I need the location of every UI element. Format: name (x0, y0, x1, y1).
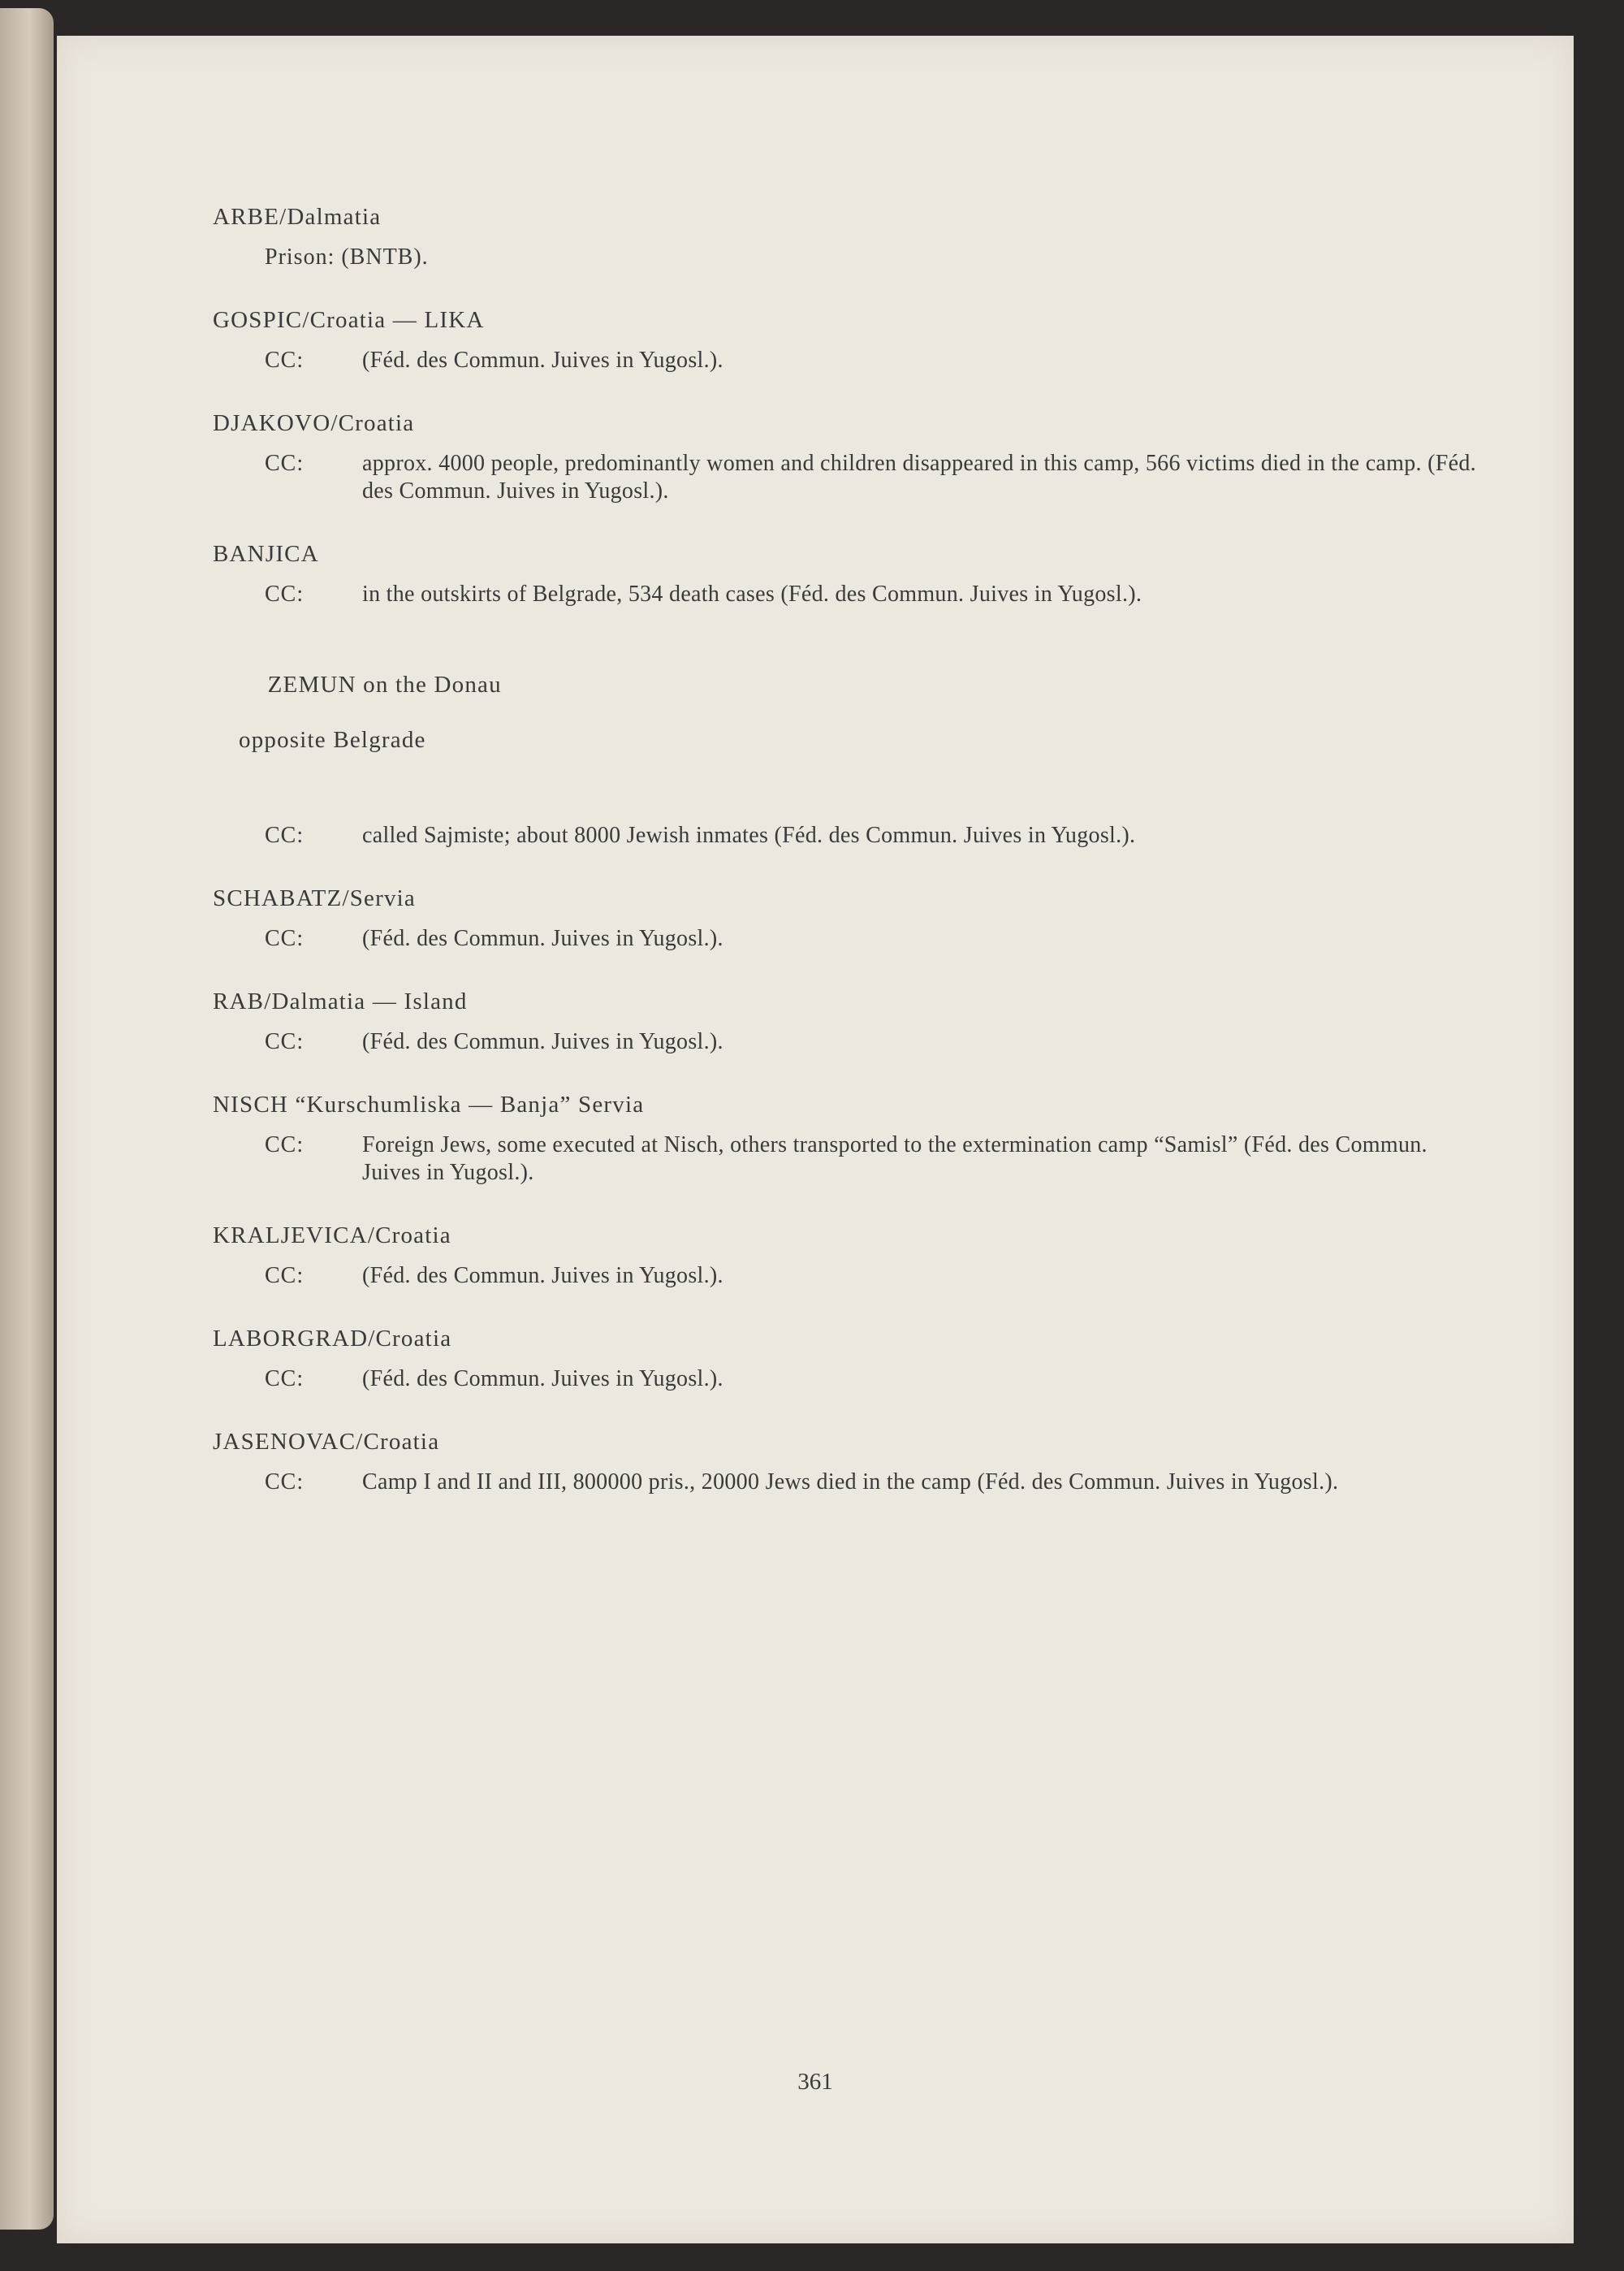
page-content (213, 203, 1479, 1531)
adjacent-page-edge (0, 8, 54, 2230)
entry-gospic (213, 306, 1479, 374)
entry-text: called Sajmiste; about 8000 Jewish inmates (Féd. des Commun. Juives in Yugosl.). (362, 823, 1136, 848)
entry-schabatz (213, 885, 1479, 953)
page-number: 361 (797, 2069, 833, 2095)
entry-text: Camp I and II and III, 800000 pris., 20000 Jews died in the camp (Féd. des Commun. Juives in Yugosl.). (362, 1469, 1339, 1495)
entry-heading: NISCH “Kurschumliska — Banja” Servia (213, 1092, 645, 1118)
entry-nisch (213, 1091, 1479, 1187)
entry-laborgrad (213, 1325, 1479, 1393)
entry-heading: SCHABATZ/Servia (213, 885, 416, 911)
entry-label: CC: (265, 582, 304, 607)
entry-label: CC: (265, 1029, 304, 1054)
entry-label: CC: (265, 926, 304, 951)
entry-kraljevica (213, 1222, 1479, 1290)
entry-banjica (213, 540, 1479, 608)
entry-text: approx. 4000 people, predominantly women and children disappeared in this camp, 566 victims died in the camp. (Féd. des Commun. Juives in Yugosl.). (362, 451, 1476, 504)
entry-heading: KRALJEVICA/Croatia (213, 1222, 451, 1248)
entry-text: (Féd. des Commun. Juives in Yugosl.). (362, 926, 723, 951)
entry-heading: RAB/Dalmatia — Island (213, 988, 468, 1014)
entry-heading: JASENOVAC/Croatia (213, 1429, 440, 1455)
entry-heading: LABORGRAD/Croatia (213, 1326, 452, 1352)
entry-heading-main: ZEMUN on the Donau (267, 672, 502, 698)
entry-text: (Féd. des Commun. Juives in Yugosl.). (362, 1029, 723, 1054)
entry-rab (213, 988, 1479, 1056)
entry-heading: ARBE/Dalmatia (213, 204, 382, 230)
entry-label: CC: (265, 451, 304, 476)
entry-label: CC: (265, 1132, 304, 1157)
book-page (57, 36, 1574, 2243)
entry-label: CC: (265, 823, 304, 848)
entry-label: CC: (265, 1263, 304, 1288)
entry-label: CC: (265, 348, 304, 373)
entry-zemun (213, 643, 1479, 850)
entry-label: CC: (265, 1366, 304, 1391)
entry-text: in the outskirts of Belgrade, 534 death cases (Féd. des Commun. Juives in Yugosl.). (362, 582, 1142, 607)
entry-heading: GOSPIC/Croatia — LIKA (213, 307, 485, 333)
entry-heading (213, 643, 1479, 809)
entry-heading: BANJICA (213, 541, 319, 567)
entry-heading: DJAKOVO/Croatia (213, 410, 415, 436)
entry-jasenovac (213, 1428, 1479, 1496)
entry-text: (Féd. des Commun. Juives in Yugosl.). (362, 348, 723, 373)
entry-label: CC: (265, 1469, 304, 1495)
entry-subheading: opposite Belgrade (239, 727, 426, 753)
entry-text: Prison: (BNTB). (265, 244, 429, 270)
entry-arbe (213, 203, 1479, 271)
entry-text: (Féd. des Commun. Juives in Yugosl.). (362, 1366, 723, 1391)
entry-text: (Féd. des Commun. Juives in Yugosl.). (362, 1263, 723, 1288)
entry-text: Foreign Jews, some executed at Nisch, others transported to the extermination camp “Samisl” (Féd. des Commun. Juives in Yugosl.). (362, 1132, 1427, 1185)
entry-djakovo (213, 409, 1479, 505)
